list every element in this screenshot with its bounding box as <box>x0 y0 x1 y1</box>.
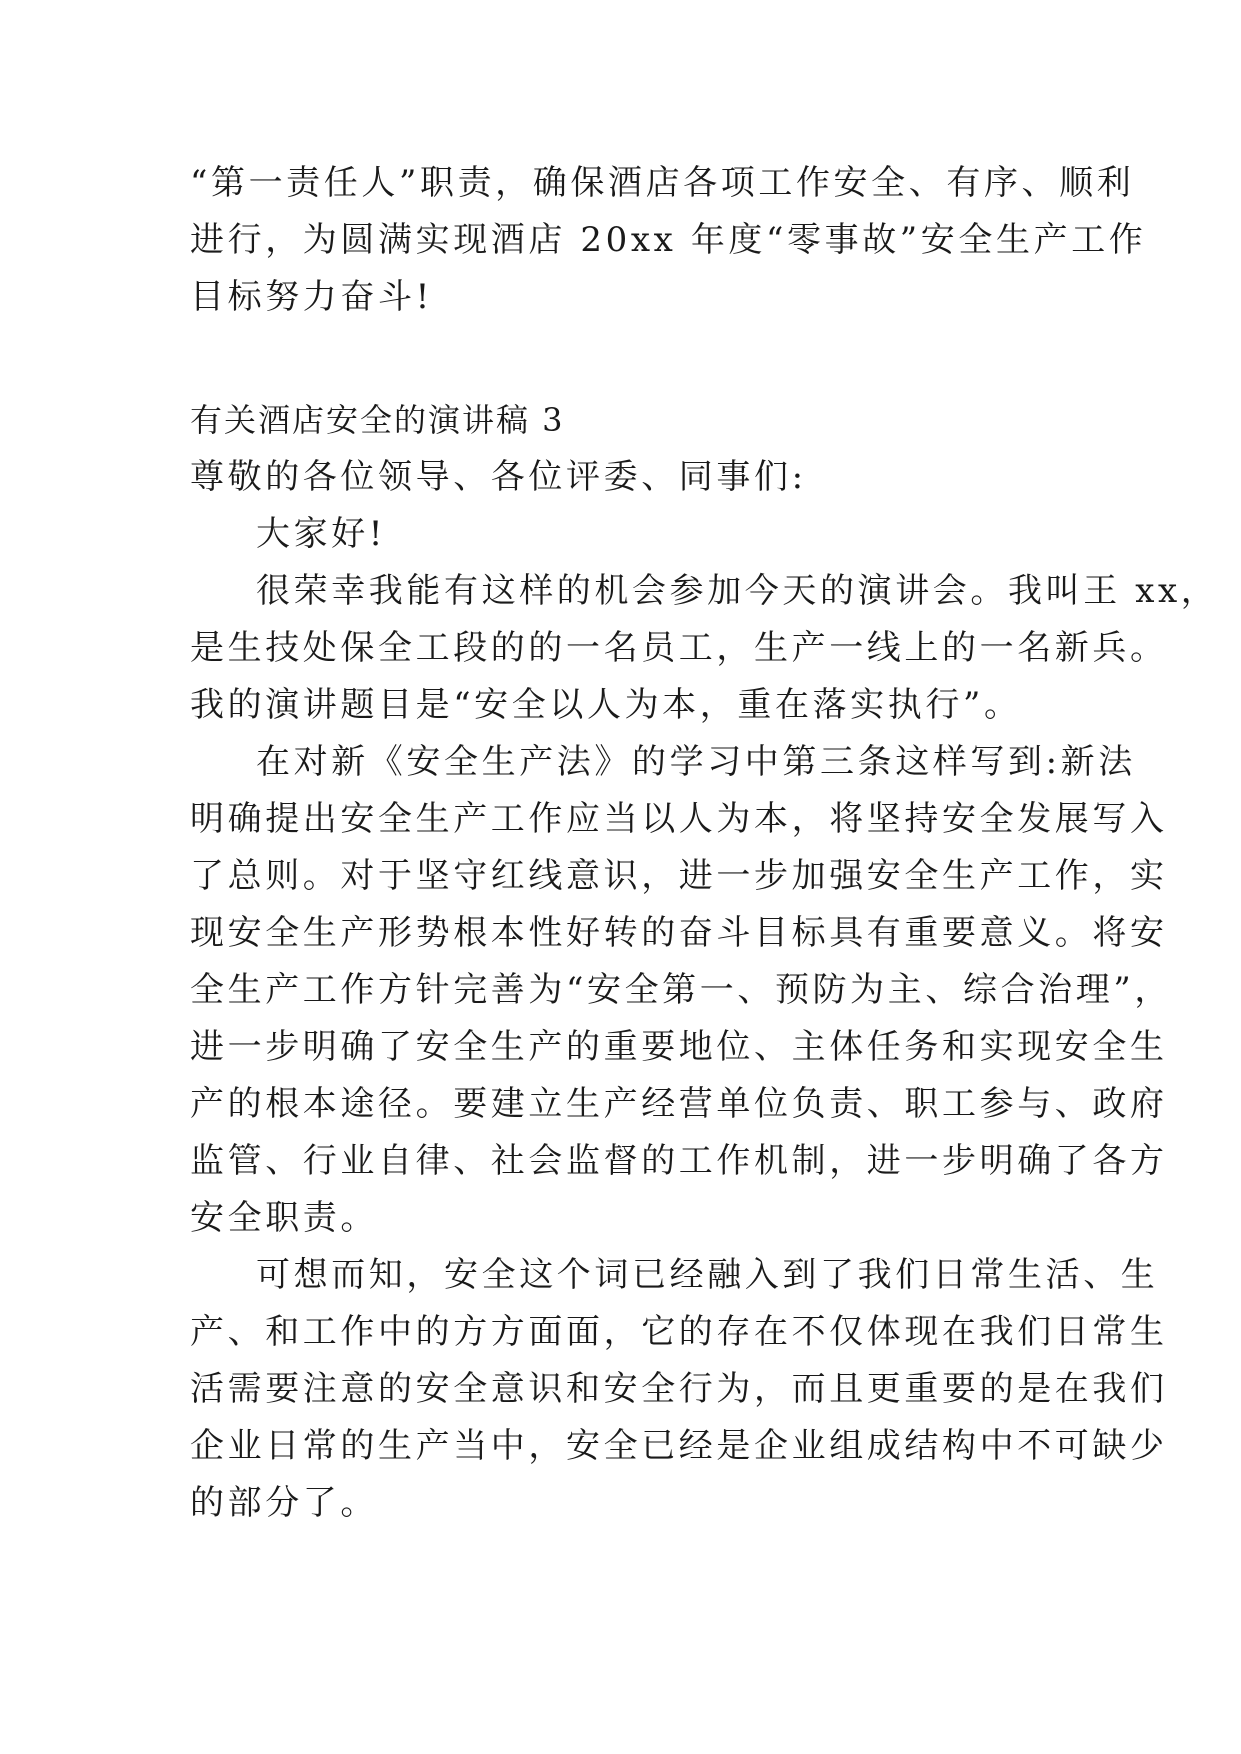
paragraph-line: 明确提出安全生产工作应当以人为本，将坚持安全发展写入 <box>190 799 1168 839</box>
greeting: 大家好! <box>256 514 387 554</box>
paragraph-line: 进一步明确了安全生产的重要地位、主体任务和实现安全生 <box>190 1027 1168 1067</box>
intro-line: 目标努力奋斗! <box>190 277 433 317</box>
paragraph-line: 很荣幸我能有这样的机会参加今天的演讲会。我叫王 xx， <box>256 571 1219 611</box>
paragraph-line: 监管、行业自律、社会监督的工作机制，进一步明确了各方 <box>190 1141 1168 1181</box>
paragraph-line: 了总则。对于坚守红线意识，进一步加强安全生产工作，实 <box>190 856 1168 896</box>
spacer <box>190 326 1070 392</box>
paragraph-line: 在对新《安全生产法》的学习中第三条这样写到:新法 <box>256 742 1136 782</box>
paragraph-line: 的部分了。 <box>190 1483 378 1523</box>
intro-line: “第一责任人”职责，确保酒店各项工作安全、有序、顺利 <box>190 163 1135 203</box>
paragraph-line: 是生技处保全工段的的一名员工，生产一线上的一名新兵。 <box>190 628 1168 668</box>
paragraph-line: 安全职责。 <box>190 1198 378 1238</box>
intro-line: 进行，为圆满实现酒店 20xx 年度“零事故”安全生产工作 <box>190 220 1147 260</box>
paragraph-line: 产的根本途径。要建立生产经营单位负责、职工参与、政府 <box>190 1084 1168 1124</box>
paragraph-line: 产、和工作中的方方面面，它的存在不仅体现在我们日常生 <box>190 1312 1168 1352</box>
paragraph-line: 活需要注意的安全意识和安全行为，而且更重要的是在我们 <box>190 1369 1168 1409</box>
paragraph-line: 我的演讲题目是“安全以人为本，重在落实执行”。 <box>190 685 1022 725</box>
section-title: 有关酒店安全的演讲稿 3 <box>190 401 565 439</box>
paragraph-line: 可想而知，安全这个词已经融入到了我们日常生活、生 <box>256 1255 1159 1295</box>
document-page <box>190 155 1219 1532</box>
paragraph-line: 全生产工作方针完善为“安全第一、预防为主、综合治理”， <box>190 970 1172 1010</box>
paragraph-line: 企业日常的生产当中，安全已经是企业组成结构中不可缺少 <box>190 1426 1168 1466</box>
paragraph-line: 现安全生产形势根本性好转的奋斗目标具有重要意义。将安 <box>190 913 1168 953</box>
salutation: 尊敬的各位领导、各位评委、同事们: <box>190 457 807 497</box>
